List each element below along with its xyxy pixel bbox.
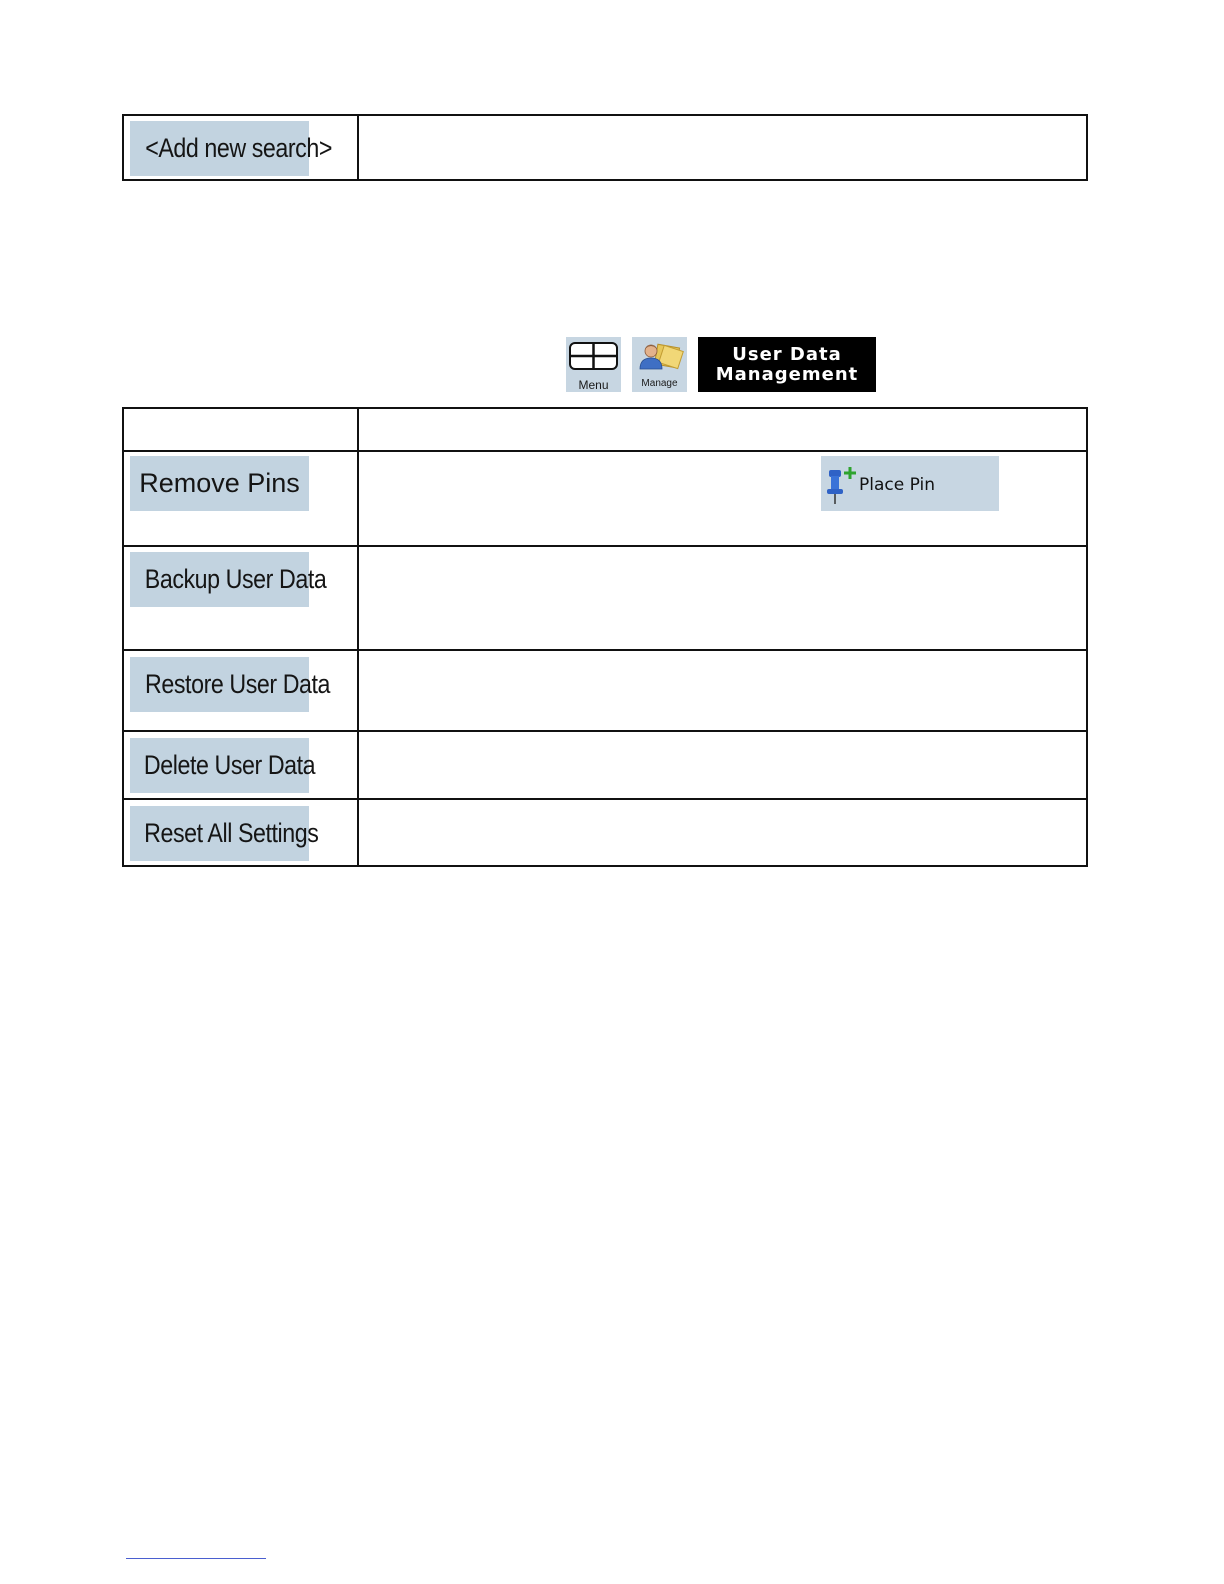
row-divider	[124, 798, 1086, 800]
restore-user-data-button[interactable]	[130, 657, 331, 712]
column-divider	[357, 409, 359, 865]
add-new-search-label: <Add new search>	[145, 133, 332, 163]
user-data-management-title	[698, 337, 876, 392]
place-pin-button[interactable]	[821, 456, 999, 511]
reset-all-settings-button[interactable]	[130, 806, 319, 861]
manage-caption: Manage	[641, 378, 678, 389]
header-row-divider	[124, 450, 1086, 452]
remove-pins-button[interactable]	[130, 456, 309, 511]
title-line-1: User Data	[732, 343, 842, 365]
place-pin-label: Place Pin	[859, 475, 935, 495]
title-line-2: Management	[715, 363, 859, 385]
delete-user-data-button[interactable]	[130, 738, 316, 793]
user-folder-icon	[632, 339, 687, 379]
add-new-search-button[interactable]	[130, 121, 332, 176]
column-divider	[357, 116, 359, 179]
search-table	[122, 114, 1088, 181]
push-pin-plus-icon	[825, 466, 859, 506]
footnote-rule	[126, 1558, 266, 1559]
menu-caption: Menu	[578, 378, 609, 392]
delete-user-data-label: Delete User Data	[143, 750, 316, 780]
user-data-options-table	[122, 407, 1088, 867]
row-divider	[124, 545, 1086, 547]
row-divider	[124, 649, 1086, 651]
menu-button[interactable]	[566, 337, 621, 392]
remove-pins-label: Remove Pins	[139, 468, 300, 498]
menu-grid-icon	[566, 339, 621, 379]
reset-all-settings-label: Reset All Settings	[144, 818, 319, 848]
backup-user-data-button[interactable]	[130, 552, 327, 607]
backup-user-data-label: Backup User Data	[144, 564, 327, 594]
restore-user-data-label: Restore User Data	[145, 669, 331, 699]
manage-button[interactable]	[632, 337, 687, 392]
row-divider	[124, 730, 1086, 732]
